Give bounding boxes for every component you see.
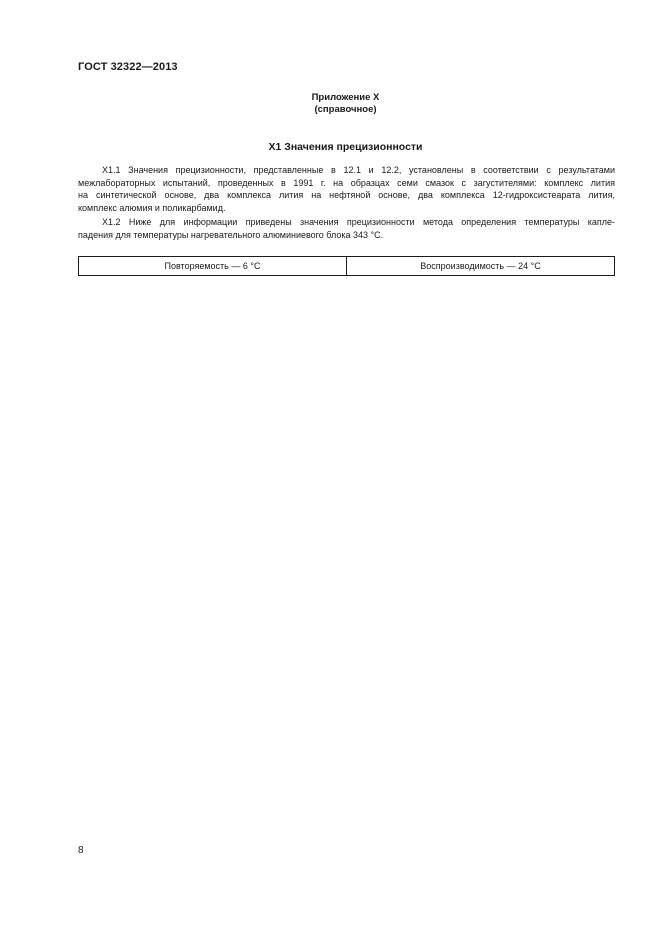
document-code: ГОСТ 32322—2013 [78,61,178,73]
paragraph-line: межлабораторных испытаний, проведенных в 1991 г. на образцах семи смазок с загустителями: комплекс лития [78,177,615,188]
paragraph-line: на синтетической основе, два комплекса лития на нефтяной основе, два комплекса 12-гидроксистеарата лития, [78,190,615,201]
section-heading: Х1 Значения прецизионности [268,141,423,153]
paragraph-line: падения для температуры нагревательного алюминиевого блока 343 °С. [78,229,384,240]
paragraph-line: комплекс алюмия и поликарбамид. [78,202,226,213]
precision-table [78,256,615,276]
paragraph-x1-2 [78,216,615,241]
paragraph-x1-1 [78,164,615,214]
paragraph-line: Х1.1 Значения прецизионности, представленные в 12.1 и 12.2, установлены в соответствии с результатами [102,165,615,175]
page-number: 8 [78,845,84,856]
annex-title: Приложение Х [311,92,380,103]
table-row [79,257,615,276]
reproducibility-cell: Воспроизводимость — 24 °С [347,257,615,276]
repeatability-cell: Повторяемость — 6 °С [79,257,347,276]
annex-subtitle: (справочное) [314,104,377,115]
paragraph-line: Х1.2 Ниже для информации приведены значения прецизионности метода определения температуры капле- [102,217,615,227]
